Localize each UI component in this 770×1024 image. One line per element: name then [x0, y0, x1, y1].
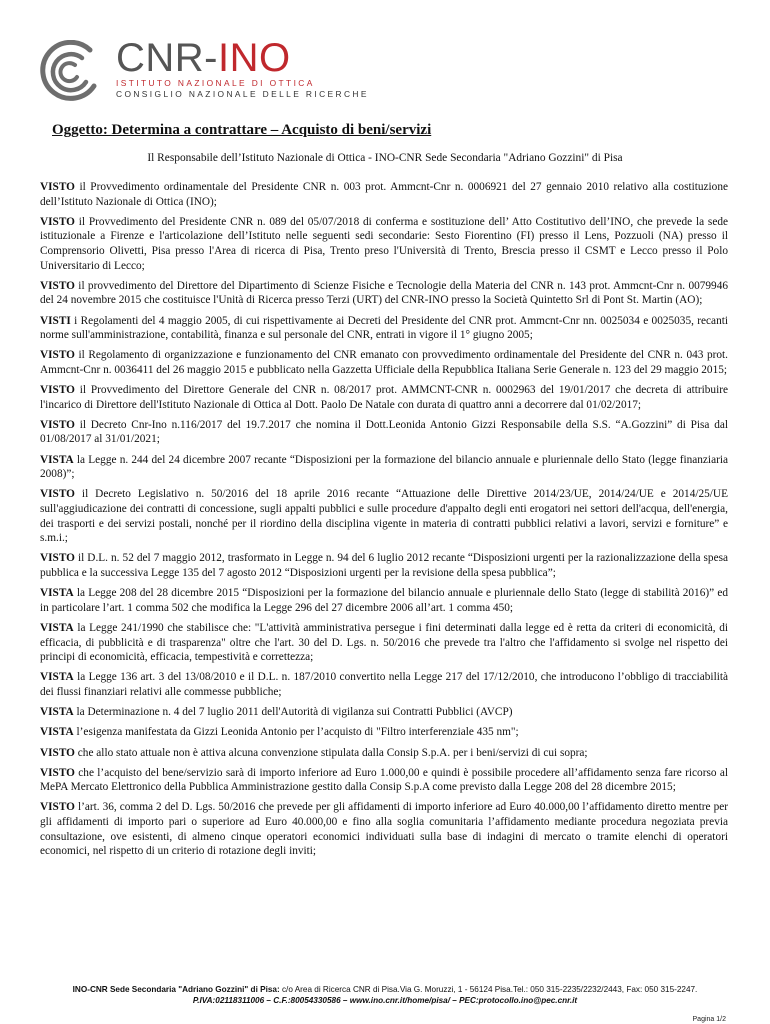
clause-paragraph	[40, 621, 728, 665]
clause-text: la Legge 136 art. 3 del 13/08/2010 e il D.L. n. 187/2010 convertito nella Legge 217 del 17/12/2010, che introducono l’obbligo di tracciabilità dei flussi finanziari relativi alle commesse pubbliche;	[40, 671, 728, 698]
page-footer	[30, 984, 740, 1006]
clause-text: il Provvedimento ordinamentale del Presidente CNR n. 003 prot. Ammcnt-Cnr n. 0006921 del 27 gennaio 2010 relativo alla costituzione dell’Istituto Nazionale di Ottica (INO);	[40, 181, 728, 208]
logo-title: CNR-INO	[116, 36, 291, 80]
clause-keyword: VISTA	[40, 621, 74, 634]
page-number: Pagina 1/2	[692, 1016, 726, 1023]
clause-paragraph	[40, 314, 728, 343]
clause-paragraph	[40, 800, 728, 858]
clause-text: il Decreto Legislativo n. 50/2016 del 18 aprile 2016 recante “Attuazione delle Direttive 2014/23/UE, 2014/24/UE e 2014/25/UE sull'aggiudicazione dei contratti di concessione, sugli appalti pubblici e sulle procedure d'appalto degli enti erogatori nei settori dell'acqua, dell'energia, dei trasporti e dei servizi postali, nonché per il riordino della disciplina vigente in materia di contratti pubblici relativi a lavori, servizi e forniture” e s.m.i.;	[40, 488, 728, 545]
clause-keyword: VISTO	[40, 384, 75, 397]
clause-paragraph	[40, 418, 728, 447]
clause-keyword: VISTA	[40, 453, 74, 466]
clause-keyword: VISTO	[40, 801, 75, 814]
clause-paragraph	[40, 586, 728, 615]
clause-paragraph	[40, 551, 728, 580]
document-intro: Il Responsabile dell’Istituto Nazionale di Ottica - INO-CNR Sede Secondaria "Adriano Gozzini" di Pisa	[147, 152, 623, 164]
clause-paragraph	[40, 279, 728, 308]
council-name: CONSIGLIO NAZIONALE DELLE RICERCHE	[116, 89, 369, 99]
footer-contacts: P.IVA:02118311006 – C.F.:80054330586 – www.ino.cnr.it/home/pisa/ – PEC:protocollo.ino@pec.cnr.it	[192, 996, 578, 1005]
clause-paragraph	[40, 383, 728, 412]
clause-text: il D.L. n. 52 del 7 maggio 2012, trasformato in Legge n. 94 del 6 luglio 2012 recante “Disposizioni urgenti per la razionalizzazione della spesa pubblica e la successiva Legge 135 del 7 agosto 2012 “Disposizioni urgenti per la revisione della spesa pubblica”;	[40, 552, 728, 579]
clause-keyword: VISTO	[40, 279, 75, 292]
cnr-logo-icon	[36, 40, 102, 102]
clause-paragraph	[40, 453, 728, 482]
clause-keyword: VISTO	[40, 181, 75, 193]
clause-paragraph	[40, 766, 728, 795]
clause-keyword: VISTI	[40, 314, 71, 327]
clause-keyword: VISTO	[40, 488, 75, 501]
clause-text: il Decreto Cnr-Ino n.116/2017 del 19.7.2017 che nomina il Dott.Leonida Antonio Gizzi Responsabile della S.S. “A.Gozzini” di Pisa dal 01/08/2017 al 31/01/2021;	[40, 418, 728, 446]
clause-keyword: VISTO	[40, 418, 75, 431]
clause-text: il Regolamento di organizzazione e funzionamento del CNR emanato con provvedimento ordinamentale del Presidente del CNR n. 043 prot. Ammcnt-Cnr n. 0036411 del 26 maggio 2015 e pubblicato nella Gazzetta Ufficiale della Repubblica Italiana Serie Generale n. 123 del 29 maggio 2015;	[40, 349, 728, 376]
clause-paragraph	[40, 725, 728, 740]
clause-paragraph	[40, 180, 728, 209]
clause-keyword: VISTO	[40, 552, 75, 565]
footer-address: c/o Area di Ricerca CNR di Pisa.Via G. Moruzzi, 1 - 56124 Pisa.Tel.: 050 315-2235/2232/2443, Fax: 050 315-2247.	[279, 985, 698, 994]
clause-keyword: VISTA	[40, 587, 74, 600]
clause-paragraph	[40, 746, 728, 761]
clauses-list	[40, 180, 728, 864]
clause-text: la Determinazione n. 4 del 7 luglio 2011 dell'Autorità di vigilanza sui Contratti Pubblici (AVCP)	[73, 706, 513, 719]
clause-keyword: VISTA	[40, 706, 74, 719]
clause-paragraph	[40, 348, 728, 377]
clause-text: che allo stato attuale non è attiva alcuna convenzione stipulata dalla Consip S.p.A. per i beni/servizi di cui sopra;	[74, 746, 588, 759]
clause-paragraph	[40, 487, 728, 545]
clause-text: la Legge 241/1990 che stabilisce che: "L'attività amministrativa persegue i fini determinati dalla legge ed è retta da criteri di economicità, di efficacia, di pubblicità e di trasparenza" oltre che l'art. 30 del D. Lgs. n. 50/2016 che prevede tra l'altro che l'affidamento si svolge nel rispetto dei principi di economicità, efficacia, tempestività e correttezza;	[40, 621, 728, 664]
institute-name: ISTITUTO NAZIONALE DI OTTICA	[116, 78, 315, 88]
footer-sede: INO-CNR Sede Secondaria "Adriano Gozzini" di Pisa:	[72, 985, 280, 994]
clause-paragraph	[40, 705, 728, 720]
clause-paragraph	[40, 215, 728, 273]
clause-text: l’esigenza manifestata da Gizzi Leonida Antonio per l’acquisto di "Filtro interferenziale 435 nm";	[73, 726, 519, 739]
clause-keyword: VISTA	[40, 726, 74, 739]
clause-keyword: VISTO	[40, 349, 75, 362]
clause-text: che l’acquisto del bene/servizio sarà di importo inferiore ad Euro 1.000,00 e quindi è possibile procedere all’affidamento senza fare ricorso al MePA Mercato Elettronico della Pubblica Amministrazione gestito dalla Consip S.p.A come previsto dalla Legge 208 del 28 dicembre 2015;	[40, 766, 728, 794]
clause-keyword: VISTO	[40, 215, 75, 228]
clause-text: la Legge n. 244 del 24 dicembre 2007 recante “Disposizioni per la formazione del bilancio annuale e pluriennale dello Stato (legge finanziaria 2008)”;	[40, 453, 728, 481]
clause-text: i Regolamenti del 4 maggio 2005, di cui rispettivamente ai Decreti del Presidente del CNR prot. Ammcnt-Cnr nn. 0025034 e 0025035, recanti norme sull'amministrazione, contabilità, finanza e sul personale del CNR, entrati in vigore il 1° giugno 2005;	[40, 314, 728, 342]
clause-text: l’art. 36, comma 2 del D. Lgs. 50/2016 che prevede per gli affidamenti di importo inferiore ad Euro 40.000,00 l’affidamento diretto mentre per gli affidamenti di importo pari o superiore ad Euro 40.000,00 e fino alla soglia comunitaria l’affidamento mediante procedura negoziata previa consultazione, ove esistenti, di almeno cinque operatori economici individuati sulla base di indagini di mercato o tramite elenchi di operatori economici, nel rispetto di un criterio di rotazione degli inviti;	[40, 801, 728, 858]
clause-keyword: VISTA	[40, 671, 74, 684]
clause-text: la Legge 208 del 28 dicembre 2015 “Disposizioni per la formazione del bilancio annuale e pluriennale dello Stato (legge di stabilità 2016)” ed in particolare l’art. 1 comma 502 che modifica la Legge 296 del 27 dicembre 2006 all’art. 1 comma 450;	[40, 587, 728, 614]
clause-text: il Provvedimento del Presidente CNR n. 089 del 05/07/2018 di conferma e sostituzione dell’ Atto Costitutivo dell’INO, che prevede la sede istituzionale a Firenze e l'articolazione dell’Istituto nelle seguenti sedi secondarie: Sesto Fiorentino (FI) presso il Lens, Pozzuoli (NA) presso il Comprensorio Olivetti, Pisa presso l'Area di ricerca di Pisa, Trento preso l'Università di Trento, Brescia presso il CSMT e Lecco presso il Polo Universitario di Lecco;	[40, 215, 728, 272]
document-subject: Oggetto: Determina a contrattare – Acquisto di beni/servizi	[52, 122, 432, 138]
logo-wordmark	[116, 38, 369, 100]
clause-keyword: VISTO	[40, 746, 75, 759]
clause-keyword: VISTO	[40, 766, 75, 779]
clause-text: il provvedimento del Direttore del Dipartimento di Scienze Fisiche e Tecnologie della Materia del CNR n. 143 prot. Ammcnt-Cnr n. 0079946 del 24 novembre 2015 che costituisce l'Unità di Ricerca presso Terzi (URT) del CNR-INO presso la Società Quintetto Srl di Pont St. Martin (AO);	[40, 279, 728, 307]
clause-paragraph	[40, 670, 728, 699]
clause-text: il Provvedimento del Direttore Generale del CNR n. 08/2017 prot. AMMCNT-CNR n. 0002963 del 19/01/2017 che decreta di attribuire l'incarico di Direttore dell'Istituto Nazionale di Ottica al Dott. Paolo De Natale con durata di quattro anni a decorrere dal 01/02/2017;	[40, 384, 728, 411]
letterhead	[36, 38, 436, 104]
